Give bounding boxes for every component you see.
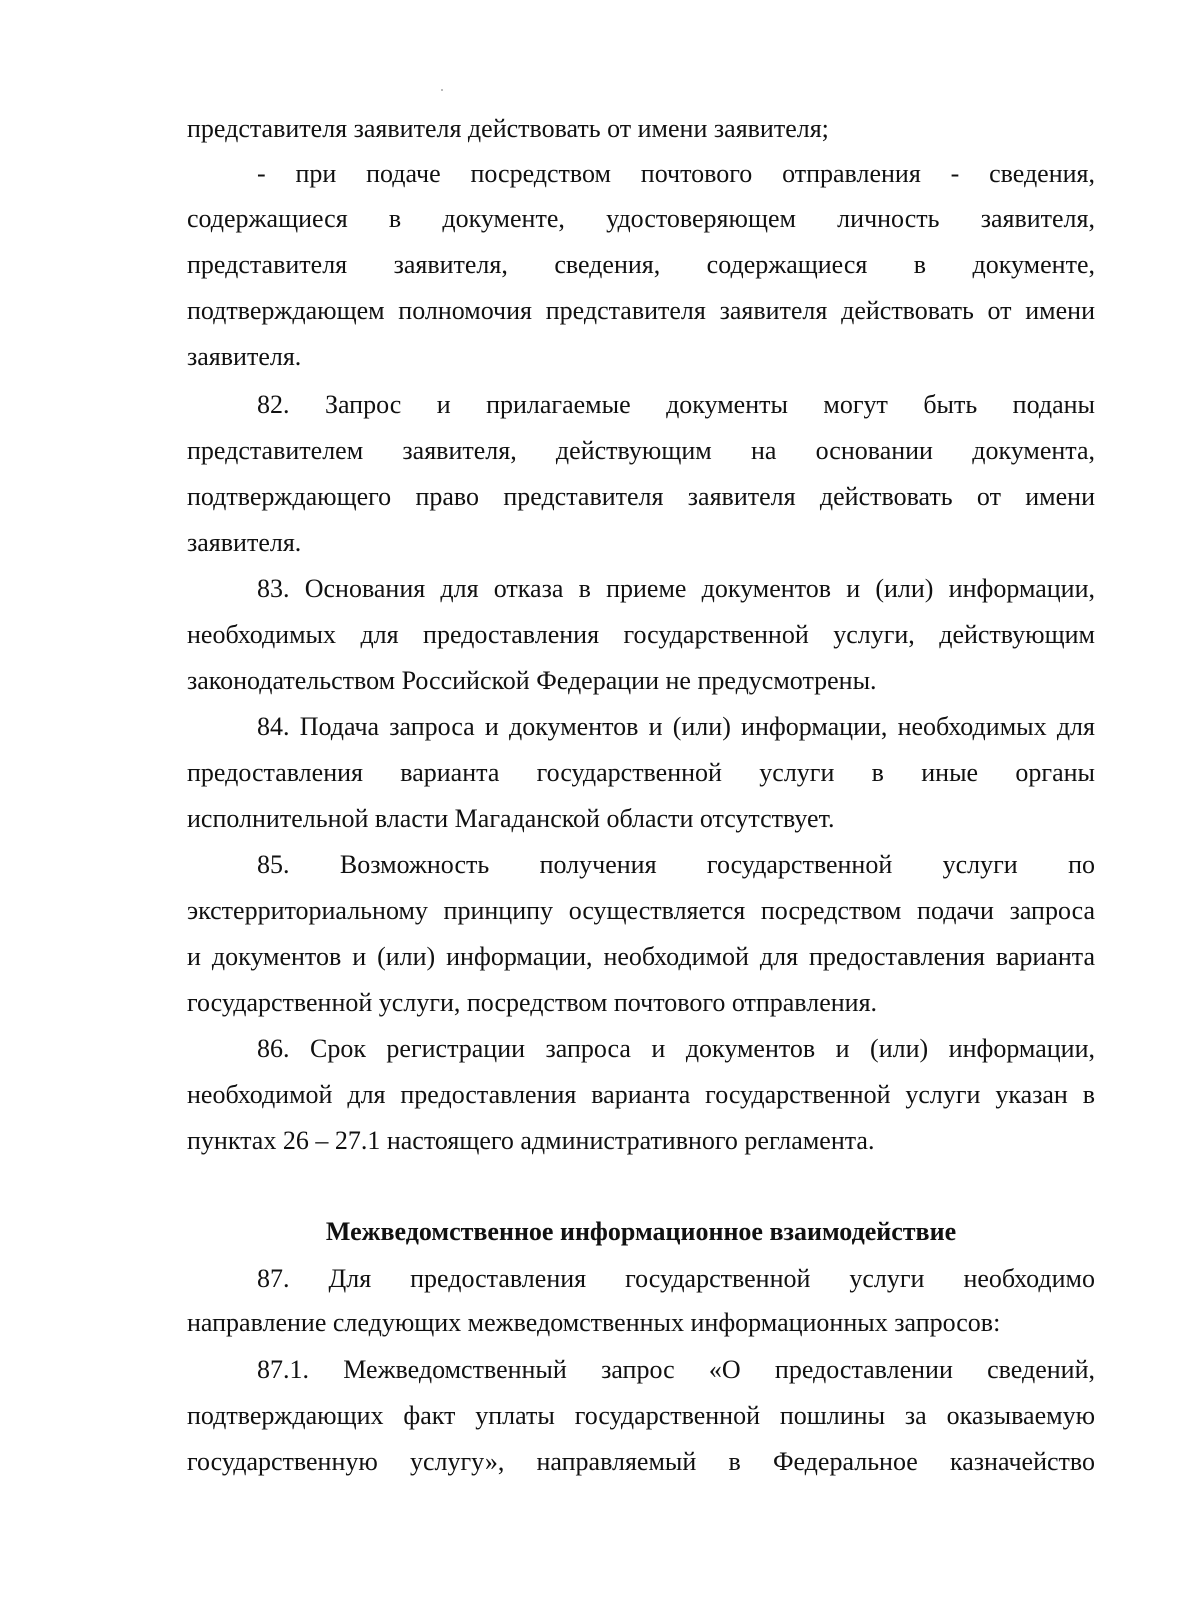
text-line: и документов и (или) информации, необходимой для предоставления варианта [187, 942, 1095, 971]
paragraph-86-line: 86. Срок регистрации запроса и документов и (или) информации, [257, 1034, 1095, 1063]
text-line: экстерриториальному принципу осуществляется посредством подачи запроса [187, 896, 1095, 925]
text-line: направление следующих межведомственных информационных запросов: [187, 1308, 1001, 1337]
text-line: предоставления варианта государственной услуги в иные органы [187, 758, 1095, 787]
text-line: содержащиеся в документе, удостоверяющем личность заявителя, [187, 204, 1095, 233]
text-line: подтверждающем полномочия представителя заявителя действовать от имени [187, 296, 1095, 325]
paragraph-82-line: 82. Запрос и прилагаемые документы могут быть поданы [257, 390, 1095, 419]
text-line: подтверждающего право представителя заявителя действовать от имени [187, 482, 1095, 511]
text-line: пунктах 26 – 27.1 настоящего административного регламента. [187, 1126, 875, 1155]
text-line: законодательством Российской Федерации не предусмотрены. [187, 666, 877, 695]
text-line: заявителя. [187, 528, 302, 557]
paragraph-84-line: 84. Подача запроса и документов и (или) информации, необходимых для [257, 712, 1095, 741]
text-line: государственной услуги, посредством почтового отправления. [187, 988, 878, 1017]
text-line: государственную услугу», направляемый в Федеральное казначейство [187, 1447, 1095, 1476]
text-line: представителя заявителя действовать от имени заявителя; [187, 114, 829, 143]
scan-speck [441, 89, 443, 91]
text-line: представителем заявителя, действующим на основании документа, [187, 436, 1095, 465]
text-line: исполнительной власти Магаданской области отсутствует. [187, 804, 835, 833]
text-line: подтверждающих факт уплаты государственной пошлины за оказываемую [187, 1401, 1095, 1430]
text-line: необходимой для предоставления варианта государственной услуги указан в [187, 1080, 1095, 1109]
paragraph-87-1-line: 87.1. Межведомственный запрос «О предоставлении сведений, [257, 1355, 1095, 1384]
text-line: необходимых для предоставления государственной услуги, действующим [187, 620, 1095, 649]
paragraph-87-line: 87. Для предоставления государственной услуги необходимо [257, 1264, 1095, 1293]
paragraph-85-line: 85. Возможность получения государственной услуги по [257, 850, 1095, 879]
text-line: заявителя. [187, 342, 302, 371]
text-line: представителя заявителя, сведения, содержащиеся в документе, [187, 250, 1095, 279]
text-line: - при подаче посредством почтового отправления - сведения, [257, 159, 1095, 188]
paragraph-83-line: 83. Основания для отказа в приеме документов и (или) информации, [257, 574, 1095, 603]
section-heading: Межведомственное информационное взаимодействие [325, 1217, 957, 1246]
